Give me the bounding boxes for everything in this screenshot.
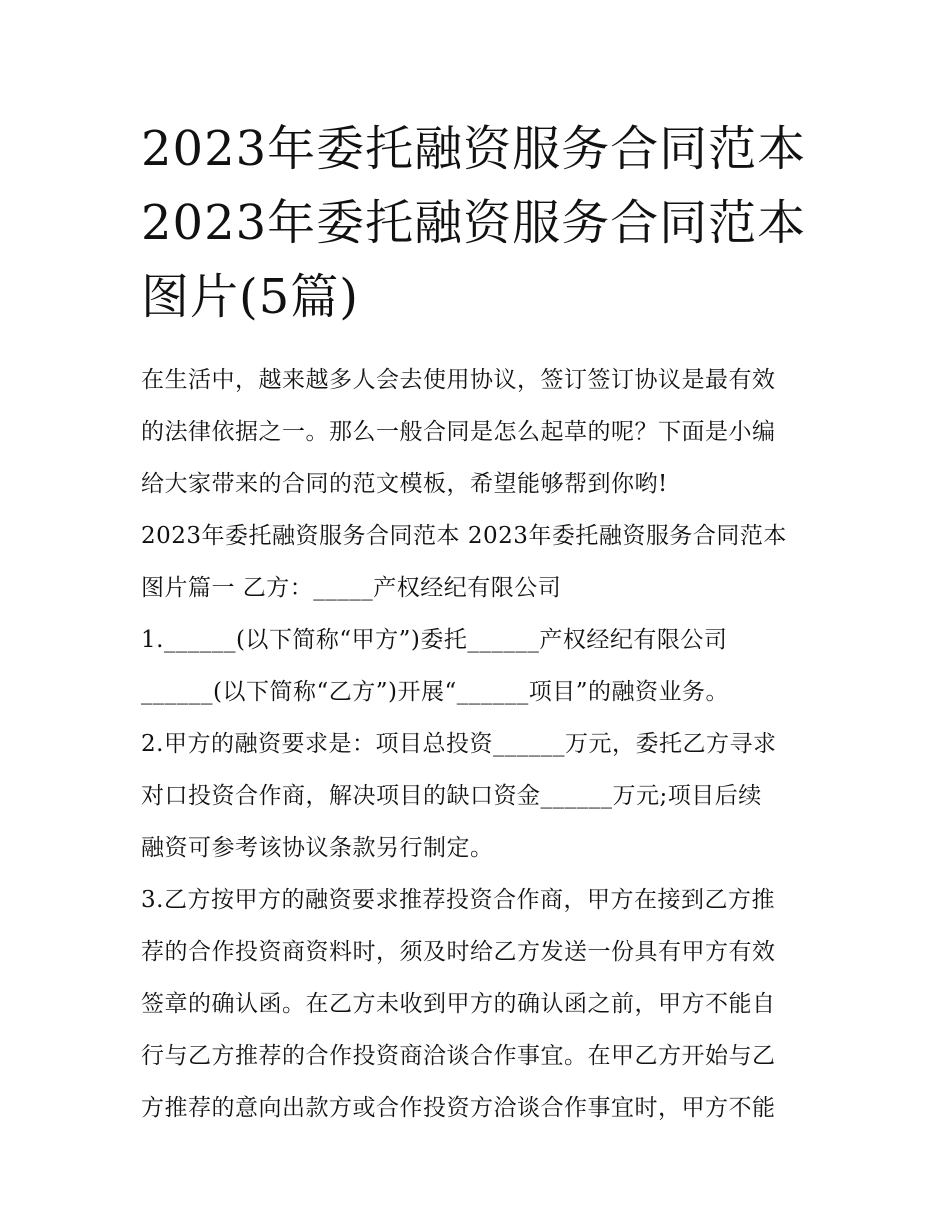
body-line: ______(以下简称“乙方”)开展“______项目”的融资业务。 [141,679,729,705]
body-line: 3.乙方按甲方的融资要求推荐投资合作商，甲方在接到乙方推 [141,887,775,913]
body-line: 融资可参考该协议条款另行制定。 [141,835,494,861]
body-line: 荐的合作投资商资料时，须及时给乙方发送一份具有甲方有效 [141,939,776,965]
document-body [141,354,821,1134]
body-line: 2.甲方的融资要求是：项目总投资______万元，委托乙方寻求 [141,731,777,757]
title-line: 2023年委托融资服务合同范本 [141,195,807,251]
body-line: 在生活中，越来越多人会去使用协议，签订签订协议是最有效 [141,367,776,393]
body-line: 签章的确认函。在乙方未收到甲方的确认函之前，甲方不能自 [141,991,776,1017]
body-line: 对口投资合作商，解决项目的缺口资金______万元;项目后续 [141,783,762,809]
body-line: 1.______(以下简称“甲方”)委托______产权经纪有限公司 [141,627,728,653]
document-title [141,112,821,334]
document-content [141,112,821,1134]
body-line: 图片篇一 乙方：_____产权经纪有限公司 [141,575,562,601]
title-line: 2023年委托融资服务合同范本 [141,121,807,177]
body-line: 2023年委托融资服务合同范本 2023年委托融资服务合同范本 [141,523,787,549]
title-line: 图片(5篇) [141,269,359,325]
body-line: 的法律依据之一。那么一般合同是怎么起草的呢？下面是小编 [141,419,776,445]
body-line: 方推荐的意向出款方或合作投资方洽谈合作事宜时，甲方不能 [141,1095,776,1121]
body-line: 行与乙方推荐的合作投资商洽谈合作事宜。在甲乙方开始与乙 [141,1043,776,1069]
body-line: 给大家带来的合同的范文模板，希望能够帮到你哟! [141,471,668,497]
